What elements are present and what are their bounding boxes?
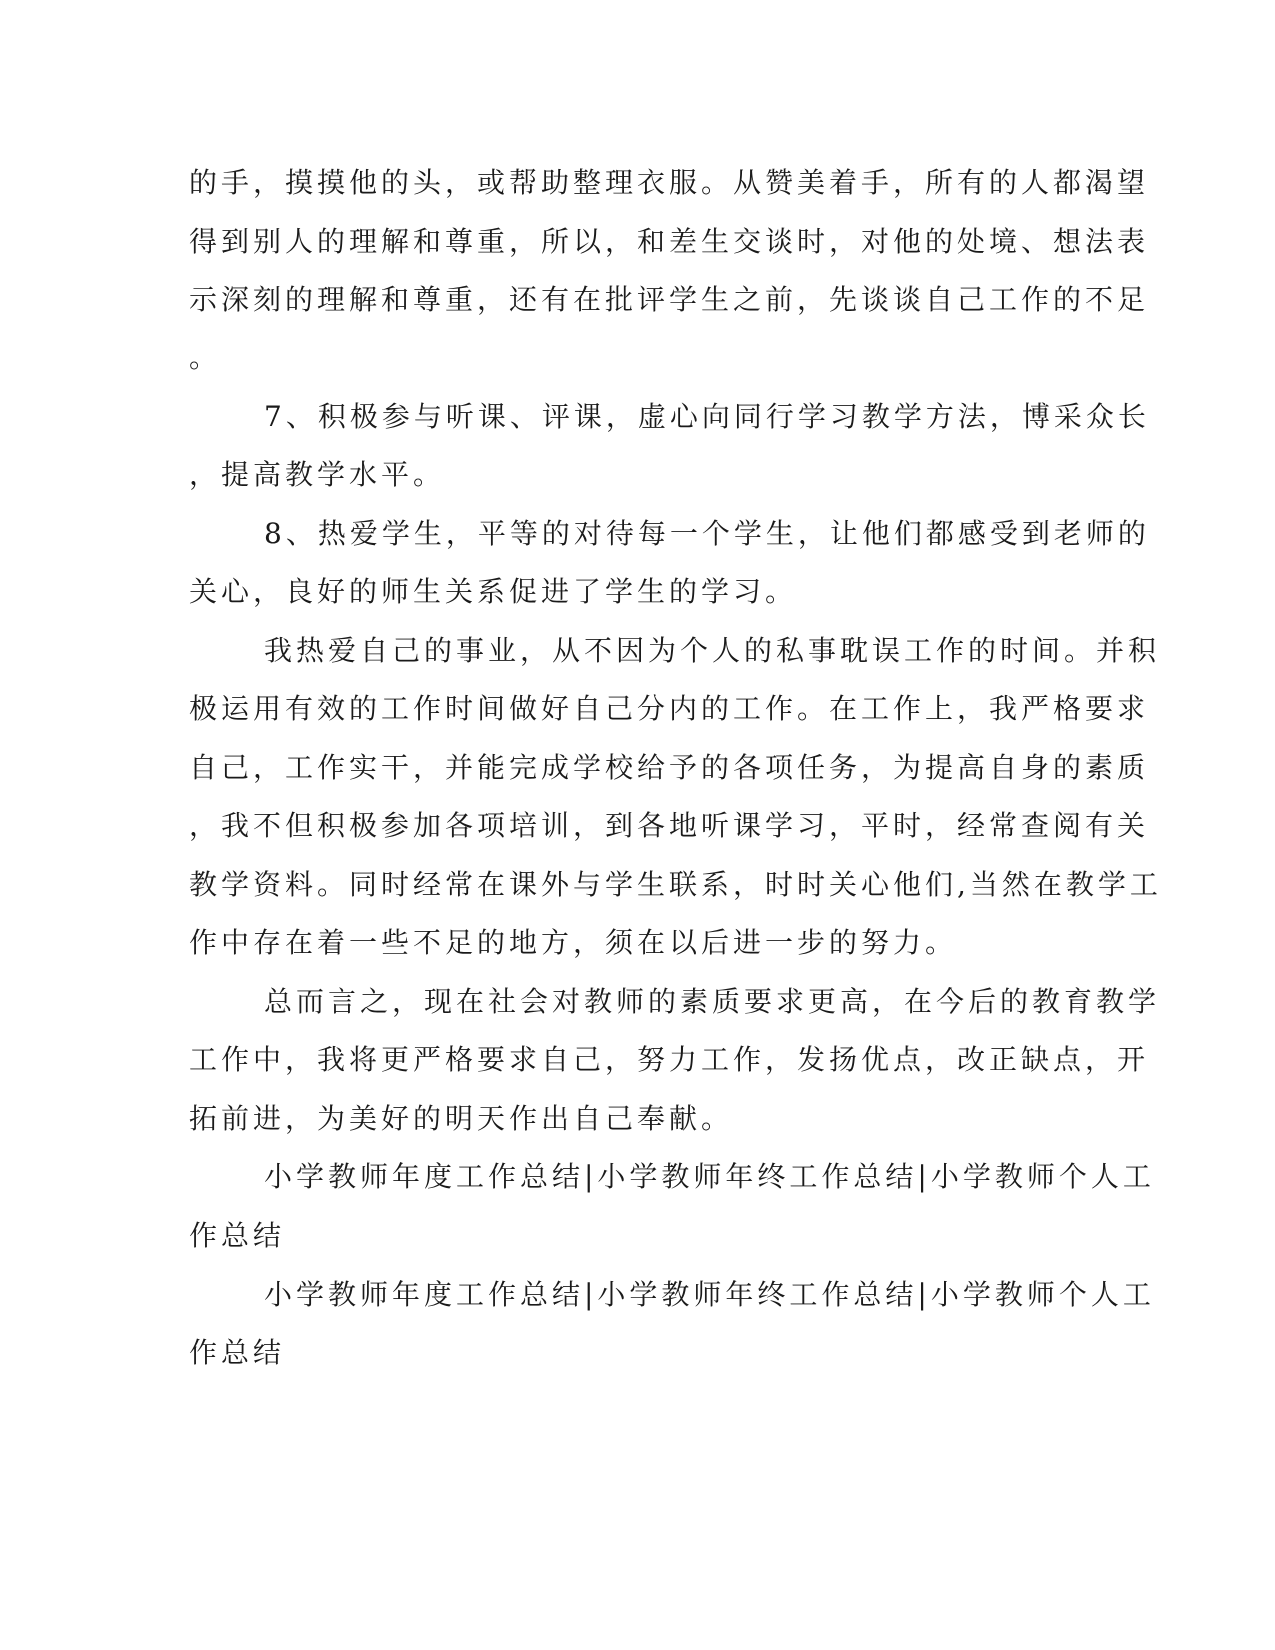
text-line: 小学教师年度工作总结|小学教师年终工作总结|小学教师个人工: [264, 1278, 1155, 1311]
text-line: 作总结: [189, 1336, 286, 1369]
text-line: 工作中，我将更严格要求自己，努力工作，发扬优点，改正缺点，开: [189, 1043, 1150, 1076]
text-line: 教学资料。同时经常在课外与学生联系，时时关心他们,当然在教学工: [189, 868, 1162, 901]
text-line: 得到别人的理解和尊重，所以，和差生交谈时，对他的处境、想法表: [189, 225, 1150, 258]
text-line: ，我不但积极参加各项培训，到各地听课学习，平时，经常查阅有关: [189, 809, 1150, 842]
text-line: 我热爱自己的事业，从不因为个人的私事耽误工作的时间。并积: [264, 634, 1161, 667]
text-line: 示深刻的理解和尊重，还有在批评学生之前，先谈谈自己工作的不足: [189, 283, 1150, 316]
text-line: ，提高教学水平。: [189, 458, 446, 491]
text-line: 极运用有效的工作时间做好自己分内的工作。在工作上，我严格要求: [189, 692, 1150, 725]
text-line: 关心，良好的师生关系促进了学生的学习。: [189, 575, 798, 608]
text-line: 作中存在着一些不足的地方，须在以后进一步的努力。: [189, 926, 958, 959]
text-line: 自己，工作实干，并能完成学校给予的各项任务，为提高自身的素质: [189, 751, 1150, 784]
text-line: 总而言之，现在社会对教师的素质要求更高，在今后的教育教学: [264, 985, 1161, 1018]
text-line: 8、热爱学生，平等的对待每一个学生，让他们都感受到老师的: [264, 517, 1150, 550]
text-line: 作总结: [189, 1219, 286, 1252]
text-line: 。: [189, 341, 222, 374]
text-line: 拓前进，为美好的明天作出自己奉献。: [189, 1102, 734, 1135]
text-line: 7、积极参与听课、评课，虚心向同行学习教学方法，博采众长: [264, 400, 1150, 433]
text-line: 的手，摸摸他的头，或帮助整理衣服。从赞美着手，所有的人都渴望: [189, 166, 1150, 199]
text-line: 小学教师年度工作总结|小学教师年终工作总结|小学教师个人工: [264, 1160, 1155, 1193]
